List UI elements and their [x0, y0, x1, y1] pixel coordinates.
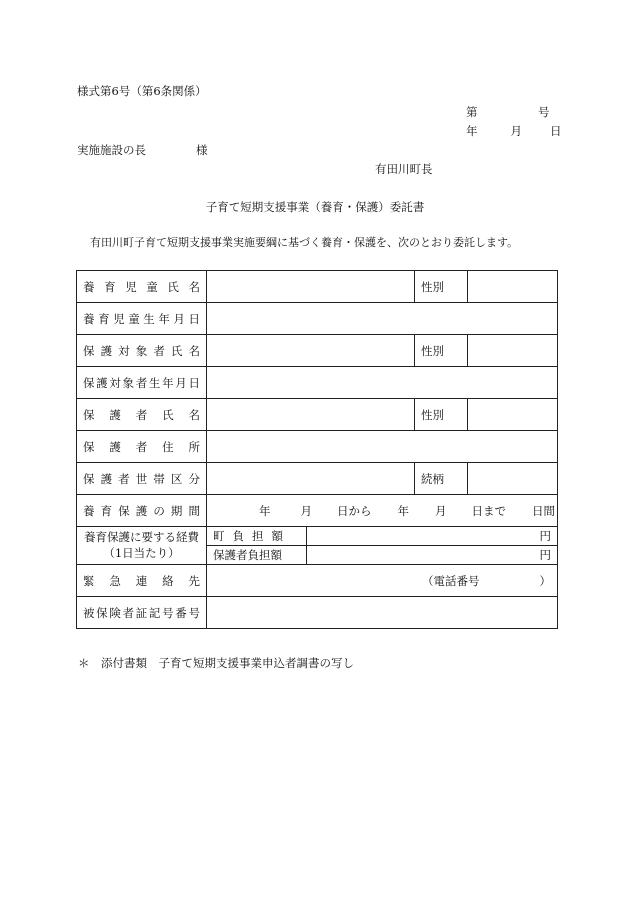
table-row [77, 271, 558, 303]
town-burden-label: 町負担額 [207, 527, 307, 546]
table-row [77, 565, 558, 597]
form-number: 様式第6号（第6条関係） [77, 84, 207, 98]
town-burden-field[interactable]: 円 [307, 527, 558, 546]
protected-dob-label: 保護対象者生年月日 [77, 367, 207, 399]
household-class-field[interactable] [207, 463, 415, 495]
sender: 有田川町長 [375, 162, 433, 176]
table-row [77, 431, 558, 463]
insurance-number-label: 被保険者証記号番号 [77, 597, 207, 629]
child-sex-field[interactable] [468, 271, 558, 303]
guardian-sex-label: 性別 [415, 399, 468, 431]
child-name-field[interactable] [207, 271, 415, 303]
child-sex-label: 性別 [415, 271, 468, 303]
guardian-sex-field[interactable] [468, 399, 558, 431]
table-row [77, 303, 558, 335]
guardian-name-label: 保護者氏名 [77, 399, 207, 431]
document-number-prefix: 第 [466, 105, 478, 119]
protected-name-field[interactable] [207, 335, 415, 367]
child-name-label: 養育児童氏名 [77, 271, 207, 303]
guardian-name-field[interactable] [207, 399, 415, 431]
period-label: 養育保護の期間 [77, 495, 207, 527]
addressee: 実施施設の長 [77, 143, 146, 157]
honorific: 様 [196, 143, 208, 157]
table-row [77, 463, 558, 495]
table-row [77, 597, 558, 629]
table-row [77, 399, 558, 431]
guardian-burden-label: 保護者負担額 [207, 546, 307, 565]
document-number-suffix: 号 [538, 105, 550, 119]
cost-label: 養育保護に要する経費 （1日当たり） [77, 527, 207, 565]
period-field[interactable]: 年 月 日から 年 月 日まで 日間 [207, 495, 558, 527]
document-date [466, 126, 562, 138]
protected-name-label: 保護対象者氏名 [77, 335, 207, 367]
date-month: 月 [510, 124, 522, 138]
body-text: 有田川町子育て短期支援事業実施要綱に基づく養育・保護を、次のとおり委託します。 [90, 236, 519, 249]
document-title: 子育て短期支援事業（養育・保護）委託書 [205, 200, 425, 214]
guardian-address-label: 保護者住所 [77, 431, 207, 463]
table-row [77, 335, 558, 367]
relationship-field[interactable] [468, 463, 558, 495]
date-year: 年 [466, 124, 478, 138]
attachment-note: ＊ 添付書類 子育て短期支援事業申込者調書の写し [78, 656, 354, 670]
table-row [77, 527, 558, 546]
commission-form-table [76, 270, 558, 629]
table-row [77, 495, 558, 527]
relationship-label: 続柄 [415, 463, 468, 495]
protected-sex-label: 性別 [415, 335, 468, 367]
protected-sex-field[interactable] [468, 335, 558, 367]
child-dob-label: 養育児童生年月日 [77, 303, 207, 335]
child-dob-field[interactable] [207, 303, 558, 335]
emergency-contact-label: 緊急連絡先 [77, 565, 207, 597]
table-row [77, 367, 558, 399]
household-class-label: 保護者世帯区分 [77, 463, 207, 495]
date-day: 日 [550, 124, 562, 138]
insurance-number-field[interactable] [207, 597, 558, 629]
protected-dob-field[interactable] [207, 367, 558, 399]
emergency-contact-field[interactable]: （電話番号 ） [207, 565, 558, 597]
guardian-address-field[interactable] [207, 431, 558, 463]
guardian-burden-field[interactable]: 円 [307, 546, 558, 565]
